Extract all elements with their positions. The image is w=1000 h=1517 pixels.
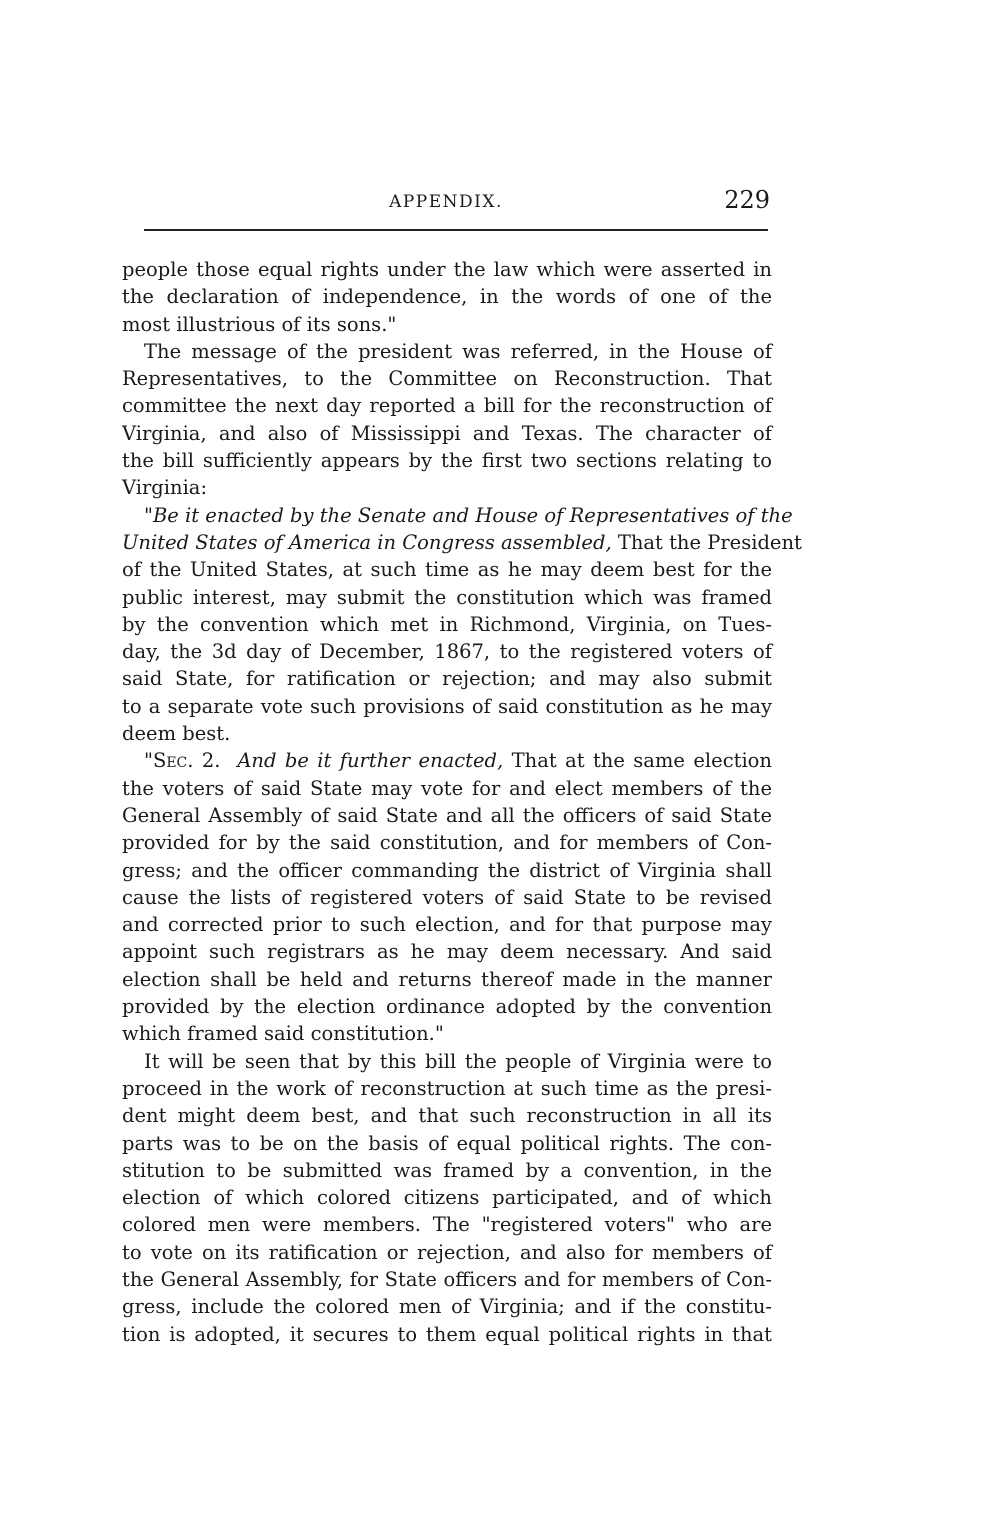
- text-line: the General Assembly, for State officers and for members of Con-: [122, 1267, 772, 1291]
- page-number: 229: [724, 186, 770, 214]
- text-line: public interest, may submit the constitution which was framed: [122, 585, 772, 609]
- text-line: most illustrious of its sons.": [122, 312, 397, 336]
- text-line: provided by the election ordinance adopted by the convention: [122, 995, 772, 1019]
- text-line: provided for by the said constitution, and for members of Con-: [122, 831, 772, 855]
- text-line: stitution to be submitted was framed by a convention, in the: [122, 1158, 772, 1182]
- text-line: and corrected prior to such election, and for that purpose may: [122, 913, 772, 937]
- text-line: gress, include the colored men of Virginia; and if the constitu-: [122, 1295, 772, 1319]
- text-line: to vote on its ratification or rejection, and also for members of: [122, 1240, 772, 1264]
- enacting-clause-italic: United States of America in Congress assembled,: [122, 530, 612, 554]
- text-line: day, the 3d day of December, 1867, to the registered voters of: [122, 640, 772, 664]
- text-line: the bill sufficiently appears by the first two sections relating to: [122, 449, 772, 473]
- text-line: committee the next day reported a bill for the reconstruction of: [122, 394, 772, 418]
- text-line: which framed said constitution.": [122, 1022, 444, 1046]
- text-line: people those equal rights under the law which were asserted in: [122, 258, 772, 281]
- text-line: election of which colored citizens participated, and of which: [122, 1186, 772, 1210]
- section-italic: And be it further enacted,: [237, 749, 504, 773]
- text-line: dent might deem best, and that such reconstruction in all its: [122, 1104, 772, 1128]
- text-line: It will be seen that by this bill the people of Virginia were to: [144, 1049, 772, 1073]
- text-line: Representatives, to the Committee on Reconstruction. That: [122, 367, 772, 391]
- section-text: That at the same election: [503, 749, 772, 773]
- text-line: Virginia:: [122, 476, 208, 500]
- text-line: the declaration of independence, in the words of one of the: [122, 285, 772, 309]
- text-line: the voters of said State may vote for and elect members of the: [122, 776, 772, 800]
- text-line: colored men were members. The "registered voters" who are: [122, 1213, 772, 1237]
- text-line: tion is adopted, it secures to them equal political rights in that: [122, 1322, 772, 1346]
- text-line: election shall be held and returns thereof made in the manner: [122, 967, 772, 991]
- header-rule: [144, 229, 768, 231]
- running-header-title: APPENDIX.: [389, 192, 503, 212]
- text-line: said State, for ratification or rejection; and may also submit: [122, 667, 772, 691]
- enacting-clause-text: That the President: [611, 530, 802, 554]
- enacting-clause-line: [122, 529, 802, 556]
- running-header: [122, 186, 770, 222]
- text-line: parts was to be on the basis of equal political rights. The con-: [122, 1131, 772, 1155]
- text-line: to a separate vote such provisions of said constitution as he may: [122, 694, 772, 718]
- text-line: deem best.: [122, 722, 231, 746]
- enacting-clause-line: "Be it enacted by the Senate and House of Representatives of the: [144, 503, 793, 527]
- text-line: The message of the president was referred, in the House of: [144, 339, 772, 363]
- section-two-line: [122, 747, 772, 774]
- text-line: appoint such registrars as he may deem necessary. And said: [122, 940, 772, 964]
- text-line: General Assembly of said State and all the officers of said State: [122, 803, 772, 827]
- text-line: cause the lists of registered voters of said State to be revised: [122, 885, 772, 909]
- text-line: proceed in the work of reconstruction at such time as the presi-: [122, 1076, 772, 1100]
- body-text: [122, 256, 802, 1348]
- text-line: gress; and the officer commanding the district of Virginia shall: [122, 858, 772, 882]
- text-line: of the United States, at such time as he may deem best for the: [122, 558, 772, 582]
- section-label: "Sec. 2.: [144, 749, 221, 773]
- text-line: by the convention which met in Richmond, Virginia, on Tues-: [122, 612, 772, 636]
- text-line: Virginia, and also of Mississippi and Texas. The character of: [122, 421, 772, 445]
